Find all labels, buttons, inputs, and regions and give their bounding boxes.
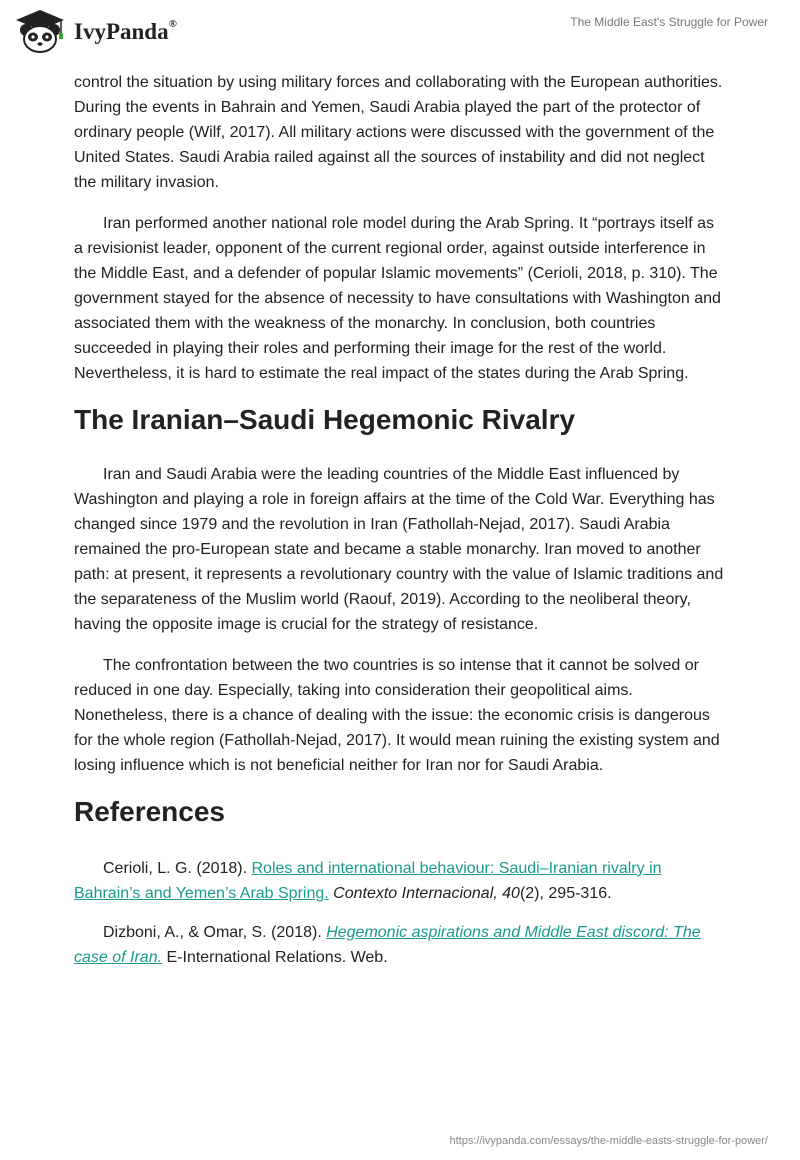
brand-logo-text[interactable] xyxy=(74,19,177,45)
body-paragraph: The confrontation between the two countries is so intense that it cannot be solved or reduced in one day. Especially, taking into consideration their geopolitical aims. Nonetheless, there is a chance of dealing with the issue: the economic crisis is dangerous for the whole region (Fathollah-Nejad, 2017). It would mean ruining the existing system and losing influence which is not beneficial neither for Iran nor for Saudi Arabia. xyxy=(74,657,720,774)
page-header xyxy=(0,0,800,64)
essay-content xyxy=(74,70,726,984)
reference-link[interactable]: Roles and international behaviour: Saudi–Iranian rivalry in Bahrain’s and Yemen’s Arab Spring. xyxy=(74,860,662,902)
reference-details: E-International Relations. Web. xyxy=(162,949,388,966)
reference-author: Dizboni, A., & Omar, S. (2018). xyxy=(103,924,327,941)
source-url[interactable]: https://ivypanda.com/essays/the-middle-easts-struggle-for-power/ xyxy=(449,1135,768,1147)
panda-graduate-logo-icon[interactable] xyxy=(14,8,66,54)
reference-journal: Contexto Internacional, 40 xyxy=(333,885,520,902)
section-heading-references: References xyxy=(74,796,225,827)
brand-registered-mark: ® xyxy=(168,18,177,31)
document-title: The Middle East's Struggle for Power xyxy=(570,15,768,29)
section-heading-rivalry: The Iranian–Saudi Hegemonic Rivalry xyxy=(74,404,576,435)
reference-link[interactable]: Hegemonic aspirations and Middle East discord: The case of Iran. xyxy=(74,924,701,966)
body-paragraph: Iran performed another national role model during the Arab Spring. It “portrays itself as a revisionist leader, opponent of the current regional order, against outside interference in the Middle East, and a defender of popular Islamic movements” (Cerioli, 2018, p. 310). The government stayed for the absence of necessity to have consultations with Washington and associated them with the weakness of the monarchy. In conclusion, both countries succeeded in playing their roles and performing their image for the rest of the world. Nevertheless, it is hard to estimate the real impact of the states during the Arab Spring. xyxy=(74,215,721,382)
reference-details: (2), 295-316. xyxy=(519,885,612,902)
reference-entry xyxy=(74,856,726,906)
body-paragraph: control the situation by using military forces and collaborating with the European authorities. During the events in Bahrain and Yemen, Saudi Arabia played the part of the protector of ordinary people (Wilf, 2017). All military actions were discussed with the government of the United States. Saudi Arabia railed against all the sources of instability and did not neglect the military invasion. xyxy=(74,74,723,191)
body-paragraph: Iran and Saudi Arabia were the leading countries of the Middle East influenced by Washington and playing a role in foreign affairs at the time of the Cold War. Everything has changed since 1979 and the revolution in Iran (Fathollah-Nejad, 2017). Saudi Arabia remained the pro-European state and became a stable monarchy. Iran moved to another path: at present, it represents a revolutionary country with the value of Islamic traditions and the separateness of the Muslim world (Raouf, 2019). According to the neoliberal theory, having the opposite image is crucial for the strategy of resistance. xyxy=(74,466,724,633)
reference-entry xyxy=(74,920,726,970)
reference-author: Cerioli, L. G. (2018). xyxy=(103,860,252,877)
brand-name: IvyPanda xyxy=(74,19,169,44)
